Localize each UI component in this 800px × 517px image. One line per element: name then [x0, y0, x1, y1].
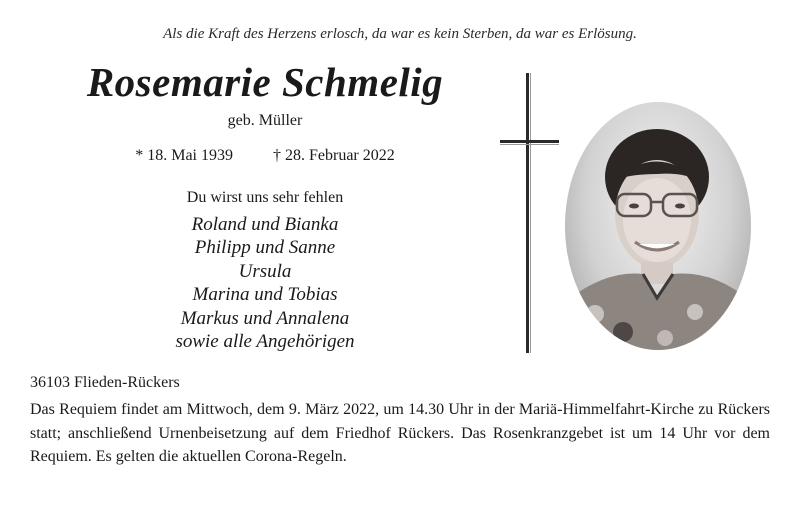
motto: Als die Kraft des Herzens erlosch, da war es kein Sterben, da war es Erlösung.	[163, 26, 637, 42]
death-date: † 28. Februar 2022	[273, 147, 395, 164]
portrait-photo	[565, 102, 751, 350]
deceased-name: Rosemarie Schmelig	[86, 59, 444, 105]
life-dates	[0, 147, 530, 165]
birth-date: * 18. Mai 1939	[135, 147, 233, 164]
mourner-line: Marina und Tobias	[192, 284, 338, 306]
mourner-line: Philipp und Sanne	[194, 237, 336, 259]
mourner-line: Ursula	[238, 260, 292, 282]
service-notice: Das Requiem findet am Mittwoch, dem 9. März 2022, um 14.30 Uhr in der Mariä-Himmelfahrt-Kirche zu Rückers statt; anschließend Urnenbeisetzung auf dem Friedhof Rückers. Das Rosenkranzgebet ist um 14 Uhr vor dem Requiem. Es gelten die aktuellen Corona-Regeln.	[30, 401, 770, 465]
mourners-intro: Du wirst uns sehr fehlen	[186, 189, 344, 206]
mourner-line: Roland und Bianka	[191, 214, 339, 235]
mourner-line: Markus und Annalena	[180, 307, 350, 329]
maiden-name: geb. Müller	[227, 112, 303, 129]
mourner-line: sowie alle Angehörigen	[175, 331, 355, 353]
cross-icon	[500, 73, 560, 353]
residence: 36103 Flieden-Rückers	[30, 374, 180, 391]
mourners-list	[0, 213, 530, 353]
